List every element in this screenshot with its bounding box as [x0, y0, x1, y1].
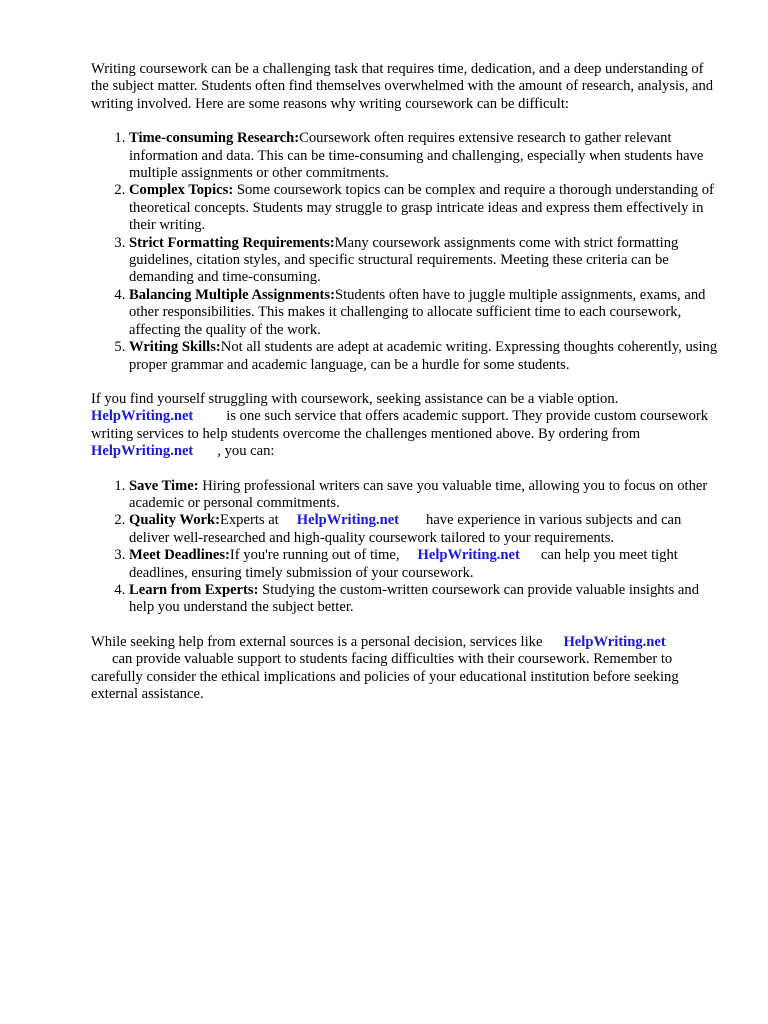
- helpwriting-link[interactable]: HelpWriting.net: [91, 408, 194, 425]
- helpwriting-link[interactable]: HelpWriting.net: [417, 547, 520, 564]
- item-text: Not all students are adept at academic writing. Expressing thoughts coherently, using proper grammar and academic language, can be a hurdle for some students.: [129, 339, 718, 373]
- item-title: Quality Work:: [129, 512, 220, 529]
- item-title: Time-consuming Research:: [129, 130, 300, 147]
- list-item: [129, 582, 721, 617]
- item-title: Balancing Multiple Assignments:: [129, 286, 335, 303]
- item-title: Strict Formatting Requirements:: [129, 234, 335, 251]
- list-item: [129, 287, 721, 339]
- item-text: Many coursework assignments come with strict formatting guidelines, citation styles, and specific structural requirements. Meeting these criteria can be demanding and time-consuming.: [129, 234, 679, 286]
- document-page: [91, 61, 721, 720]
- benefits-list: [91, 478, 721, 617]
- list-item: [129, 130, 721, 182]
- item-text: Hiring professional writers can save you valuable time, allowing you to focus on other academic or personal commitments.: [129, 477, 708, 511]
- item-text: Coursework often requires extensive research to gather relevant information and data. This can be time-consuming and challenging, especially when students have multiple assignments or other commitments.: [129, 130, 704, 182]
- item-text: Students often have to juggle multiple assignments, exams, and other responsibilities. This makes it challenging to allocate sufficient time to each coursework, affecting the quality of the work.: [129, 286, 706, 338]
- helpwriting-link[interactable]: HelpWriting.net: [91, 443, 194, 460]
- intro-paragraph: Writing coursework can be a challenging task that requires time, dedication, and a deep understanding of the subject matter. Students often find themselves overwhelmed with the amount of research, analysis, and writing involved. Here are some reasons why writing coursework can be difficult:: [91, 61, 714, 112]
- item-text: have experience in various subjects and can deliver well-researched and high-quality coursework tailored to your requirements.: [129, 512, 682, 546]
- list-item: [129, 182, 721, 234]
- reasons-list: [91, 130, 721, 374]
- paragraph-tail: , you can:: [217, 443, 275, 460]
- list-item: [129, 339, 721, 374]
- item-title: Learn from Experts:: [129, 581, 259, 598]
- paragraph-lead: If you find yourself struggling with coursework, seeking assistance can be a viable option.: [91, 390, 619, 407]
- item-title: Save Time:: [129, 477, 199, 494]
- list-item: [129, 235, 721, 287]
- item-text: If you're running out of time,: [229, 547, 400, 564]
- paragraph-middle: is one such service that offers academic support. They provide custom coursework writing services to help students overcome the challenges mentioned above. By ordering from: [91, 408, 709, 442]
- closing-paragraph: [91, 634, 721, 704]
- item-title: Writing Skills:: [129, 339, 221, 356]
- service-paragraph: [91, 391, 721, 461]
- helpwriting-link[interactable]: HelpWriting.net: [296, 512, 400, 529]
- item-text: Experts at: [219, 512, 279, 529]
- list-item: [129, 512, 721, 547]
- list-item: [129, 547, 721, 582]
- paragraph-tail: can provide valuable support to students facing difficulties with their coursework. Remember to carefully consider the ethical implications and policies of your educational institution before seeking external assistance.: [91, 651, 679, 702]
- item-text: Studying the custom-written coursework can provide valuable insights and help you understand the subject better.: [129, 581, 700, 616]
- item-title: Complex Topics:: [129, 182, 234, 199]
- list-item: [129, 478, 721, 513]
- item-text: can help you meet tight deadlines, ensuring timely submission of your coursework.: [129, 547, 678, 581]
- item-title: Meet Deadlines:: [129, 547, 230, 564]
- item-text: Some coursework topics can be complex and require a thorough understanding of theoretical concepts. Students may struggle to grasp intricate ideas and express them effectively in their writing.: [129, 182, 714, 234]
- helpwriting-link[interactable]: HelpWriting.net: [563, 633, 666, 650]
- paragraph-lead: While seeking help from external sources is a personal decision, services like: [91, 633, 543, 650]
